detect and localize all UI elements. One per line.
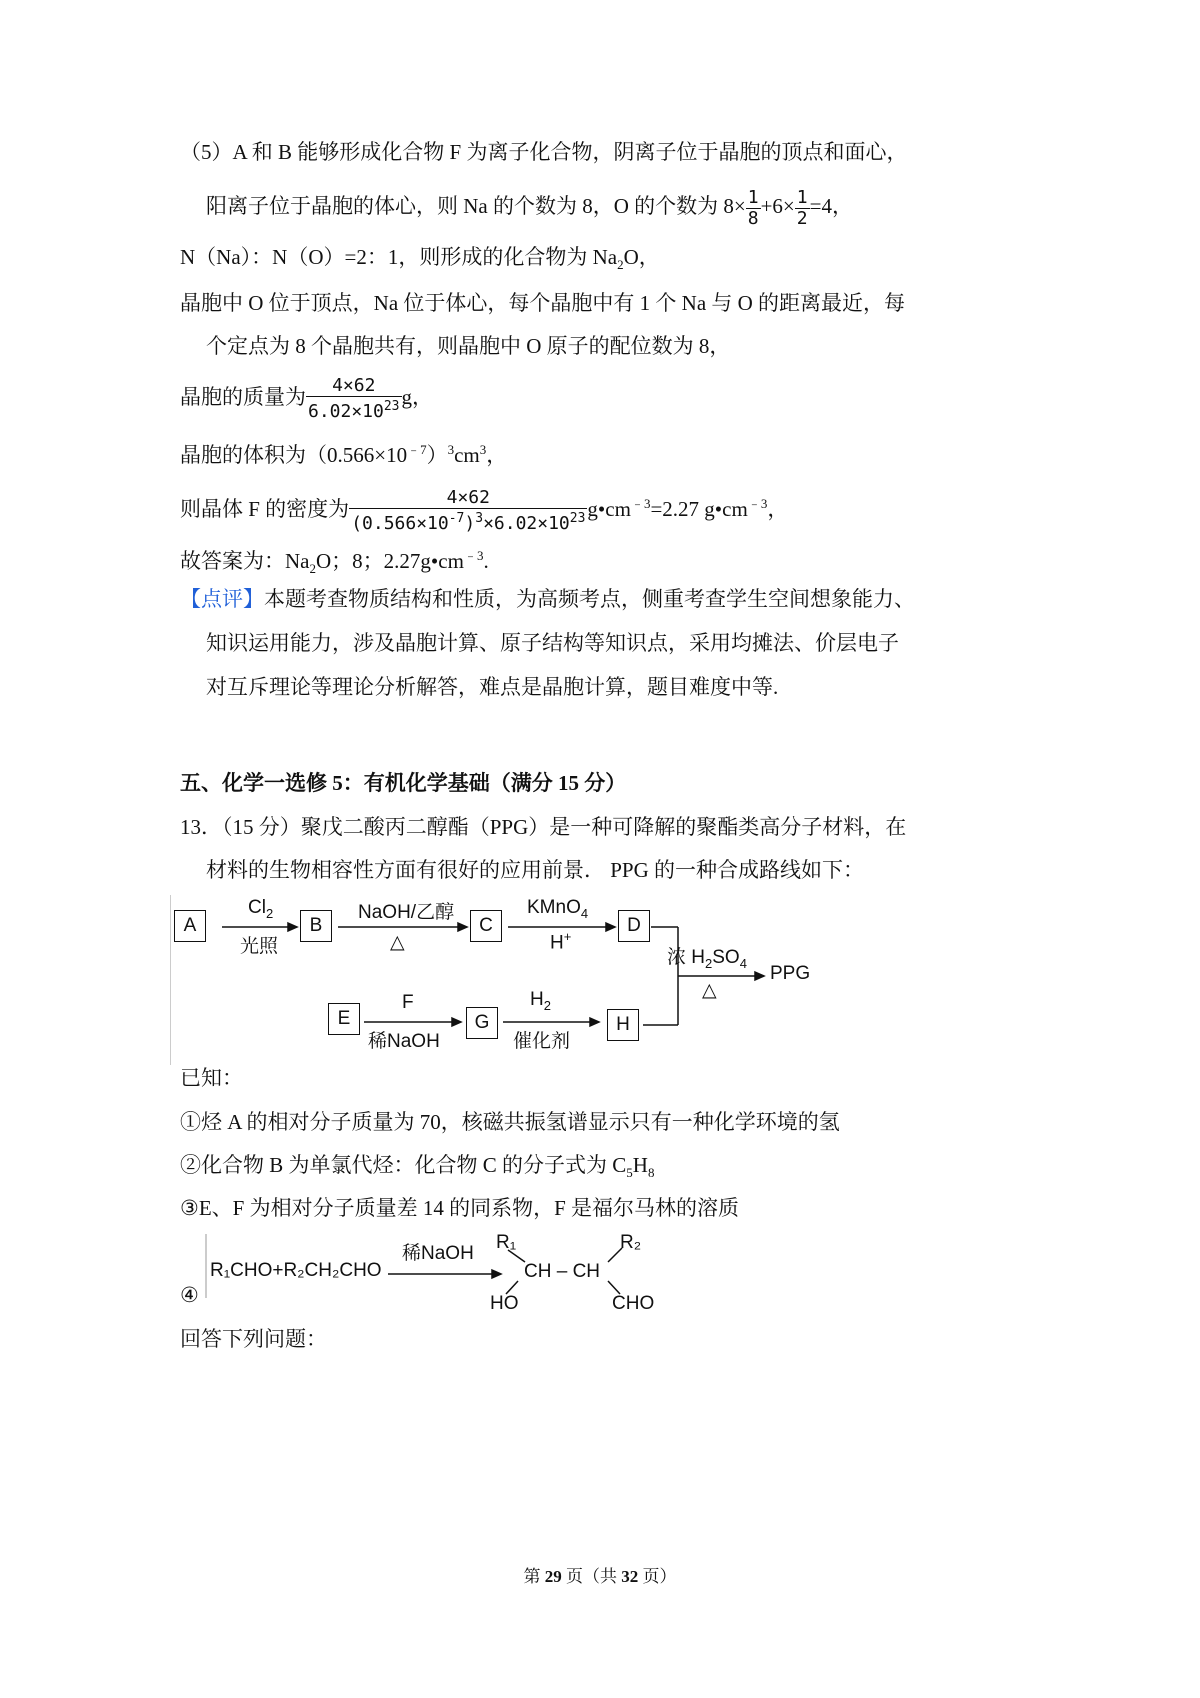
aldol-r1: R₁ bbox=[496, 1232, 517, 1253]
aldol-reactants: R₁CHO+R₂CH₂CHO bbox=[210, 1260, 382, 1281]
aldol-cho: CHO bbox=[612, 1293, 655, 1314]
solution-line-5: 个定点为 8 个晶胞共有，则晶胞中 O 原子的配位数为 8， bbox=[206, 334, 731, 358]
solution-line-8-density: 则晶体 F 的密度为 $\frac{4\times 62}{(0.566\times 10^{-7})^3\times 6.02\times 10^{23}}$ $g•cm^{﹣3}=2.27$ $g•cm^{﹣3}$， bbox=[180, 487, 789, 535]
review-line-2: 知识运用能力，涉及晶胞计算、原子结构等知识点，采用均摊法、价层电子 bbox=[206, 631, 899, 655]
aldol-ho: HO bbox=[490, 1293, 519, 1314]
known-item-1: ①烃 A 的相对分子质量为 70，核磁共振氢谱显示只有一种化学环境的氢 bbox=[180, 1110, 840, 1134]
compound-D-box: D bbox=[618, 910, 650, 942]
reagent-naoh-ethanol: NaOH/乙醇 bbox=[358, 902, 455, 923]
solution-line-6-mass: 晶胞的质量为 $\frac{4\times 62}{6.02\times 10^{23}}$ g， bbox=[180, 375, 434, 423]
condition-heat-2: △ bbox=[702, 980, 717, 1001]
answer-prompt: 回答下列问题： bbox=[180, 1327, 327, 1351]
solution-line-3: N（Na）：N（O）=2：1，则形成的化合物为 $Na_2O$， bbox=[180, 245, 660, 273]
aldol-condition: 稀NaOH bbox=[402, 1243, 474, 1264]
known-item-2: ②化合物 B 为单氯代烃：化合物 C 的分子式为 $C_5H_8$ bbox=[180, 1153, 655, 1181]
question-13-line-1: 13．（15 分）聚戊二酸丙二醇酯（PPG）是一种可降解的聚酯类高分子材料，在 bbox=[180, 815, 907, 839]
solution-line-1: （5）A 和 B 能够形成化合物 F 为离子化合物，阴离子位于晶胞的顶点和面心， bbox=[180, 140, 908, 164]
review-line-1: 【点评】本题考查物质结构和性质，为高频考点，侧重考查学生空间想象能力、 bbox=[180, 587, 915, 611]
solution-line-7-volume: 晶胞的体积为$(0.566\times 10^{﹣7})^3cm^3$， bbox=[180, 442, 508, 467]
synthesis-scheme bbox=[170, 895, 890, 1065]
fraction-one-eighth: $\frac{1}{8}$ bbox=[747, 186, 759, 229]
aldol-chain: CH – CH bbox=[524, 1261, 601, 1282]
page-total: 32 bbox=[621, 1567, 639, 1586]
reagent-h2: $H_2$ bbox=[530, 989, 551, 1013]
aldol-r2: R₂ bbox=[620, 1232, 642, 1253]
compound-E-box: E bbox=[328, 1003, 360, 1035]
reagent-dilute-naoh: 稀NaOH bbox=[368, 1031, 440, 1052]
condition-light: 光照 bbox=[240, 936, 279, 957]
page-footer: 第 29 页（共 32 页） bbox=[523, 1567, 677, 1586]
solution-answer-line: 故答案为：$Na_2O$；8；$2.27g•cm^{﹣3}$. bbox=[180, 548, 489, 577]
known-item-4 bbox=[180, 1232, 700, 1322]
reagent-f: F bbox=[402, 992, 414, 1013]
known-title: 已知： bbox=[180, 1066, 243, 1090]
compound-C-box: C bbox=[470, 910, 502, 942]
compound-B-box: B bbox=[300, 910, 332, 942]
compound-G-box: G bbox=[466, 1007, 498, 1039]
solution-line-2: 阳离子位于晶胞的体心，则 Na 的个数为 8，O 的个数为 8× $\frac{1}{8}$ +6× $\frac{1}{2}$ =4， bbox=[206, 186, 853, 229]
reagent-cl2: $Cl_2$ bbox=[248, 897, 274, 921]
fraction-one-half: $\frac{1}{2}$ bbox=[796, 186, 808, 229]
fraction-cell-mass: $\frac{4\times 62}{6.02\times 10^{23}}$ bbox=[308, 375, 400, 423]
reagent-conc-h2so4: 浓 $H_2SO_4$ bbox=[667, 947, 747, 971]
section-title: 五、化学一选修 5：有机化学基础（满分 15 分） bbox=[180, 771, 627, 795]
compound-H-box: H bbox=[607, 1009, 639, 1041]
review-line-3: 对互斥理论等理论分析解答，难点是晶胞计算，题目难度中等. bbox=[206, 675, 779, 699]
question-13-line-2: 材料的生物相容性方面有很好的应用前景． PPG 的一种合成路线如下： bbox=[206, 858, 865, 882]
condition-heat-1: △ bbox=[390, 932, 405, 953]
page-number: 29 bbox=[544, 1567, 562, 1586]
fraction-density: $\frac{4\times 62}{(0.566\times 10^{-7})^3\times 6.02\times 10^{23}}$ bbox=[351, 487, 586, 535]
compound-A-box: A bbox=[174, 910, 206, 942]
known-item-4-marker: ④ bbox=[180, 1283, 199, 1307]
known-item-3: ③E、F 为相对分子质量差 14 的同系物，F 是福尔马林的溶质 bbox=[180, 1196, 740, 1220]
product-ppg: PPG bbox=[770, 963, 811, 984]
review-tag: 【点评】 bbox=[180, 587, 264, 611]
solution-line-4: 晶胞中 O 位于顶点，Na 位于体心，每个晶胞中有 1 个 Na 与 O 的距离最近，每 bbox=[180, 291, 906, 315]
reagent-kmno4: KMnO$_4$ bbox=[527, 897, 589, 921]
reagent-h-plus: H+ bbox=[550, 929, 572, 954]
condition-catalyst: 催化剂 bbox=[513, 1031, 571, 1052]
